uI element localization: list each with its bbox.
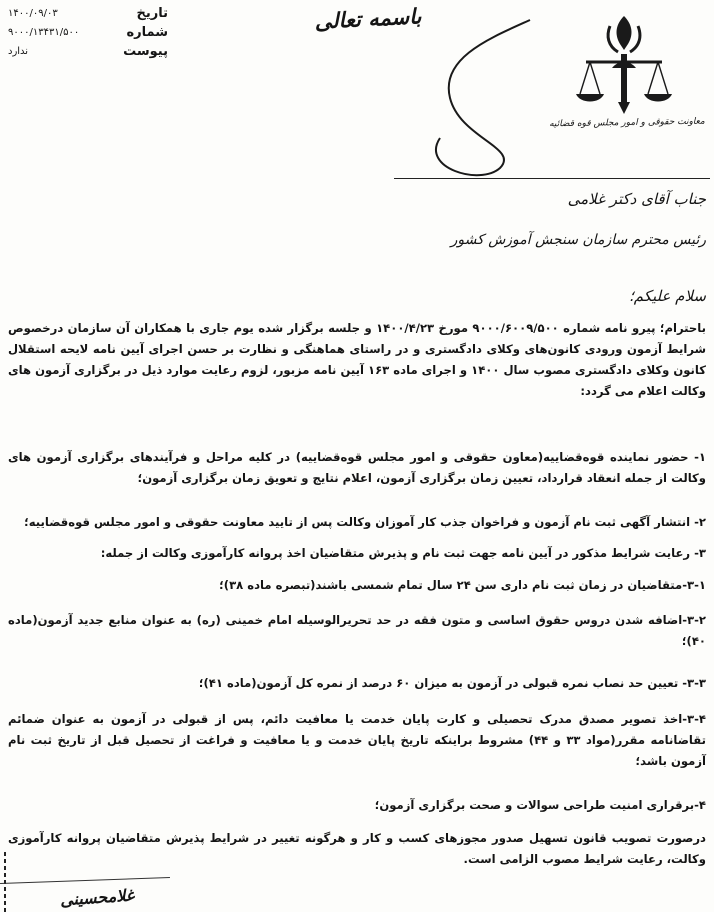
agency-name: معاونت حقوقی و امور مجلس قوه قضائیه [549, 116, 705, 130]
signature-flourish-icon [380, 18, 550, 188]
closing-paragraph: درصورت تصویب قانون تسهیل صدور مجوزهای کسب و کار و هرگونه تغییر در شرایط پذیرش متقاضیان پروانه کارآموزی وکالت، رعایت شرایط مصوب الزامی است. [8, 831, 706, 866]
attachment-value: ندارد [8, 46, 29, 57]
list-item-4: ۴-برقراری امنیت طراحی سوالات و صحت برگزاری آزمون؛ [374, 798, 706, 812]
attachment-label: پیوست [123, 44, 168, 59]
list-item-3-3: ۳-۳- تعیین حد نصاب نمره قبولی در آزمون به میزان ۶۰ درصد از نمره کل آزمون(ماده ۴۱)؛ [198, 676, 706, 690]
body-intro-paragraph: باحترام؛ پیرو نامه شماره ۹۰۰۰/۶۰۰۹/۵۰۰ مورخ ۱۴۰۰/۴/۲۳ و جلسه برگزار شده یوم جاری با همکاران آن سازمان درخصوص شرایط آزمون ورودی کانون‌های وکلای دادگستری و در راستای هماهنگی و نظارت بر حسن اجرای آیین نامه لایحه استقلال کانون وکلای دادگستری مصوب سال ۱۴۰۰ و اجرای ماده ۱۶۳ آیین نامه مزبور، لزوم رعایت موارد ذیل در برگزاری آزمون های وکالت اعلام می گردد: [8, 321, 706, 398]
addressee-title: رئیس محترم سازمان سنجش آموزش کشور [450, 232, 706, 248]
number-row [8, 23, 168, 42]
salutation: سلام علیکم؛ [628, 287, 706, 305]
scales-of-justice-icon [572, 10, 676, 120]
attachment-row [8, 42, 168, 61]
judiciary-emblem [572, 10, 676, 120]
footer-divider [0, 877, 170, 884]
invocation-text: باسمه تعالی [313, 3, 422, 34]
header-divider [394, 178, 710, 179]
letter-metadata [8, 4, 168, 61]
footer-stamp: غلامحسینی [59, 885, 135, 910]
list-item-2: ۲- انتشار آگهی ثبت نام آزمون و فراخوان جذب کار آموزان وکالت پس از تایید معاونت حقوقی و امور مجلس قوه‌قضاییه؛ [24, 515, 706, 529]
date-value: ۱۴۰۰/۰۹/۰۳ [8, 8, 58, 19]
number-label: شماره [126, 25, 168, 40]
list-item-3: ۳- رعایت شرایط مذکور در آیین نامه جهت ثبت نام و پذیرش متقاضیان اخذ پروانه کارآموزی وکالت از جمله: [100, 546, 706, 560]
date-row [8, 4, 168, 23]
list-item-3-1: ۳-۱-متقاضیان در زمان ثبت نام داری سن ۲۴ سال تمام شمسی باشند(تبصره ماده ۳۸)؛ [219, 578, 706, 592]
list-item-3-2: ۳-۲-اضافه شدن دروس حقوق اساسی و متون فقه در حد تحریرالوسیله امام خمینی (ره) به عنوان منابع جدید آزمون(ماده ۴۰)؛ [8, 613, 706, 648]
addressee-name: جناب آقای دکتر غلامی [567, 190, 706, 208]
list-item-1: ۱- حضور نماینده قوه‌قضاییه(معاون حقوقی و امور مجلس قوه‌قضاییه) در کلیه مراحل و فرآیندهای برگزاری آزمون های وکالت از جمله انعقاد قرارداد، تعیین زمان برگزاری آزمون، اعلام نتایج و تعویق زمان برگزاری آزمون؛ [8, 450, 706, 485]
date-label: تاریخ [136, 6, 168, 21]
list-item-3-4: ۳-۴-اخذ تصویر مصدق مدرک تحصیلی و کارت پایان خدمت یا معافیت دائم، پس از قبولی در آزمون به عنوان ضمائم تقاضانامه مقرر(مواد ۳۳ و ۴۴) مشروط براینکه تاریخ پایان خدمت و یا معافیت و فراغت از تحصیل قبل از تاریخ ثبت نام آزمون باشد؛ [8, 712, 706, 768]
number-value: ۹۰۰۰/۱۳۴۳۱/۵۰۰ [8, 27, 80, 38]
